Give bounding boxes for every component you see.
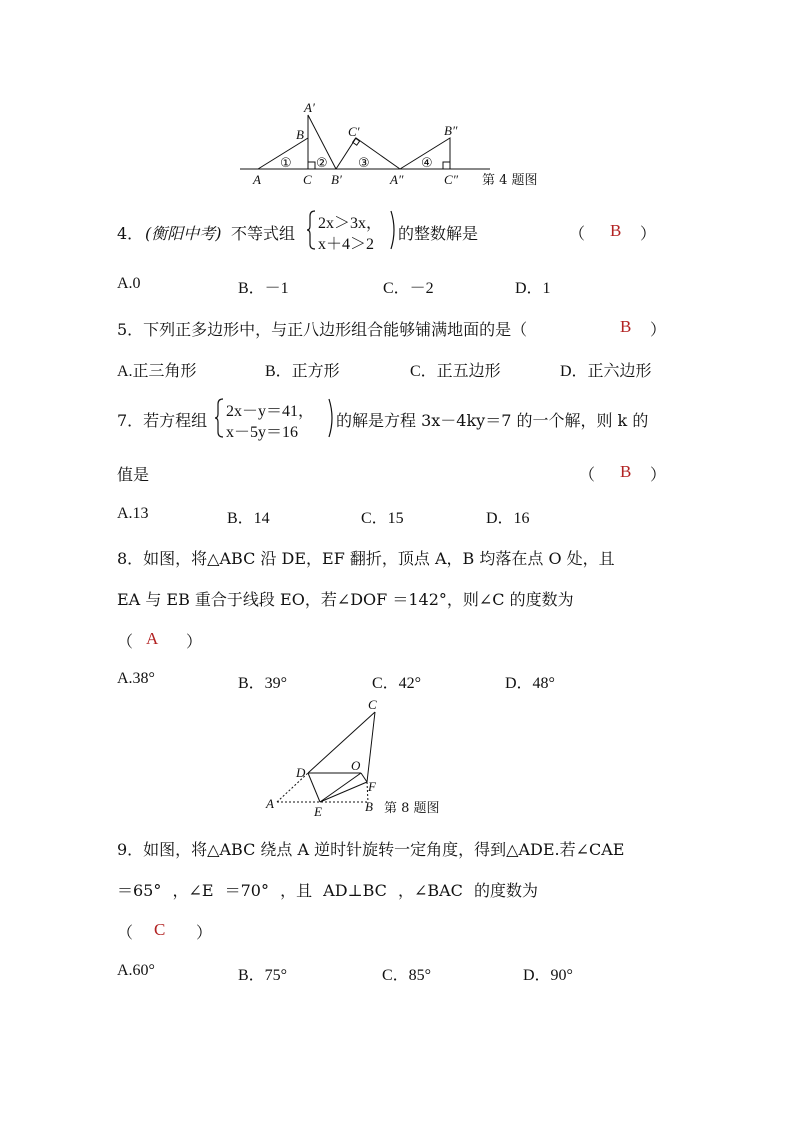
q4-option-a: A.0 [117, 275, 141, 292]
q5-answer: B [620, 317, 632, 336]
q8-option-c: C．42° [372, 675, 422, 692]
q4-option-d: D．1 [515, 280, 551, 297]
q5-paren-close: ） [650, 320, 667, 339]
figure-8 [262, 698, 472, 822]
label-b-prime: B′ [331, 172, 342, 187]
figure-4 [230, 95, 570, 195]
q5-option-a: A.正三角形 [117, 363, 197, 380]
q5-option-d: D．正六边形 [560, 363, 652, 380]
q8-paren-open: （ [117, 632, 134, 651]
q4-answer: B [610, 221, 622, 240]
label-b: B [296, 127, 304, 142]
label-f: F [368, 779, 376, 794]
label-c: C [368, 698, 377, 712]
q5-text: 5．下列正多边形中，与正八边形组合能够铺满地面的是（ [117, 320, 528, 339]
figure-4-caption: 第 4 题图 [482, 173, 538, 188]
q9-option-c: C．85° [382, 967, 432, 984]
label-c: C [303, 172, 312, 187]
side-cf [367, 712, 375, 782]
q7-line2: 值是 [117, 465, 150, 484]
q4-system-line-2: x＋4＞2 [318, 236, 375, 253]
q4-source: (衡阳中考) [145, 224, 222, 243]
region-2: ② [316, 156, 328, 171]
q8-paren-close: ） [186, 632, 203, 651]
label-c-prime: C′ [348, 124, 360, 139]
q4-paren-close: ） [640, 224, 657, 243]
label-c-double: C″ [444, 172, 459, 187]
q9-paren-open: （ [117, 923, 134, 942]
q8-line2: EA 与 EB 重合于线段 EO，若∠DOF ＝142°，则∠C 的度数为 [117, 590, 574, 609]
q7-answer: B [620, 462, 632, 481]
q7-system-line-1: 2x－y＝41， [226, 403, 315, 420]
fold-de [308, 773, 320, 802]
label-b-double: B″ [444, 123, 458, 138]
right-paren-icon [328, 398, 336, 438]
q8-option-a: A.38° [117, 670, 155, 687]
label-e: E [314, 804, 322, 819]
q5-option-b: B．正方形 [265, 363, 340, 380]
figure-8-caption: 第 8 题图 [384, 801, 440, 816]
label-a-double: A″ [390, 172, 404, 187]
q8-option-b: B．39° [238, 675, 288, 692]
label-a: A [266, 796, 274, 811]
q9-answer: C [154, 920, 166, 939]
q9-option-b: B．75° [238, 967, 288, 984]
q9-line2: ＝65° ，∠E ＝70° ，且 AD⊥BC ，∠BAC 的度数为 [117, 881, 539, 900]
q7-paren-open: （ [579, 465, 596, 484]
region-1: ① [280, 156, 292, 171]
q7-option-b: B．14 [227, 510, 270, 527]
q9-paren-close: ） [196, 923, 213, 942]
q4-post: 的整数解是 [398, 224, 479, 243]
q7-option-c: C．15 [361, 510, 404, 527]
q9-option-d: D．90° [523, 967, 573, 984]
q4-paren-open: （ [569, 224, 586, 243]
region-3: ③ [358, 156, 370, 171]
q9-line1: 9．如图，将△ABC 绕点 A 逆时针旋转一定角度，得到△ADE.若∠CAE [117, 840, 625, 859]
q7-paren-close: ） [650, 465, 667, 484]
q4-pre: 不等式组 [231, 224, 296, 243]
left-brace-icon [306, 210, 316, 250]
segment-of [361, 773, 367, 782]
label-o: O [351, 758, 361, 773]
label-a: A [253, 172, 261, 187]
right-paren-icon [390, 210, 398, 250]
region-4: ④ [421, 156, 433, 171]
label-b: B [365, 799, 373, 814]
q7-post: 的解是方程 3x－4ky＝7 的一个解，则 k 的 [336, 411, 649, 430]
q8-line1: 8．如图，将△ABC 沿 DE，EF 翻折，顶点 A，B 均落在点 O 处，且 [117, 549, 615, 568]
q4-number: 4． [117, 224, 144, 243]
q7-option-d: D．16 [486, 510, 530, 527]
q8-option-d: D．48° [505, 675, 555, 692]
q7-number: 7．若方程组 [117, 411, 208, 430]
q4-system [306, 210, 398, 254]
label-a-prime: A′ [304, 100, 315, 115]
q4-option-b: B．－1 [238, 280, 289, 297]
q7-option-a: A.13 [117, 505, 149, 522]
side-dc [308, 712, 375, 773]
q4-option-c: C．－2 [383, 280, 434, 297]
q5-option-c: C．正五边形 [410, 363, 501, 380]
q7-system [214, 398, 336, 442]
right-angle-mark-c [308, 162, 315, 169]
q9-option-a: A.60° [117, 962, 155, 979]
q4-system-line-1: 2x＞3x， [318, 215, 383, 232]
left-brace-icon [214, 398, 224, 438]
label-d: D [296, 765, 306, 780]
q8-answer: A [146, 629, 159, 648]
right-angle-mark-c-double [443, 162, 450, 169]
q7-system-line-2: x－5y＝16 [226, 424, 299, 441]
